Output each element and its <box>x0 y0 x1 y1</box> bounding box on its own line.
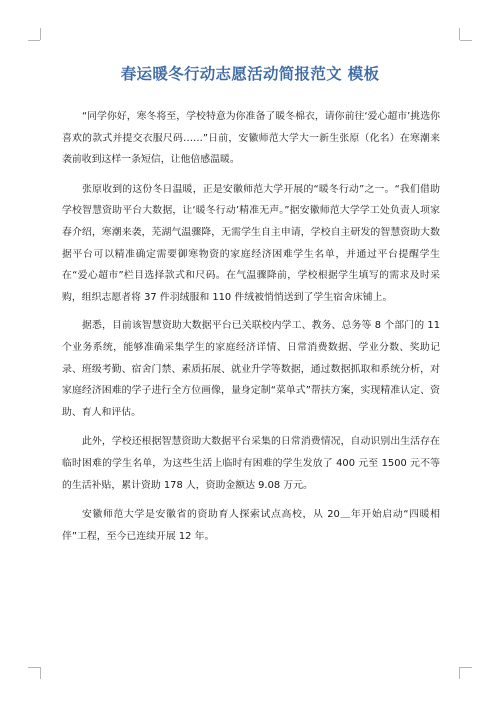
body-paragraph: “同学你好，寒冬将至，学校特意为你准备了暖冬棉衣，请你前往‘爱心超市’挑选你喜欢的款式并提交衣服尺码……”日前，安徽师范大学大一新生张原（化名）在寒潮来袭前收到这样一条短信，让他倍感温暖。 <box>62 111 440 166</box>
crop-mark-bottom-right <box>460 667 472 668</box>
crop-mark-bottom-right <box>459 667 460 679</box>
crop-mark-top-right <box>459 28 460 40</box>
body-paragraph: 据悉，目前该智慧资助大数据平台已关联校内学工、教务、总务等 8 个部门的 11 个业务系统，能够准确采集学生的家庭经济详情、日常消费数据、学业分数、奖助记录、班级考勤、宿舍门禁、素质拓展、就业升学等数据，通过数据抓取和系统分析，对家庭经济困难的学子进行全方位画像，量身定制“菜单式”帮扶方案，实现精准认定、资助、育人和评估。 <box>62 320 440 418</box>
crop-mark-top-left <box>40 28 41 40</box>
body-paragraph: 此外，学校还根据智慧资助大数据平台采集的日常消费情况，自动识别出生活存在临时困难的学生名单，为这些生活上临时有困难的学生发放了 400 元至 1500 元不等的生活补贴，累计资助 178 人，资助金额达 9.08 万元。 <box>62 436 440 491</box>
crop-mark-top-left <box>28 40 40 41</box>
body-paragraph: 张原收到的这份冬日温暖，正是安徽师范大学开展的“暖冬行动”之一。“我们借助学校智慧资助平台大数据，让‘暖冬行动’精准无声。”据安徽师范大学学工处负责人项家春介绍，寒潮来袭，芜湖气温骤降，无需学生自主申请，学校自主研发的智慧资助大数据平台可以精准确定需要御寒物资的家庭经济困难学生名单，并通过平台提醒学生在“爱心超市”栏目选择款式和尺码。在气温骤降前，学校根据学生填写的需求及时采购，组织志愿者将 37 件羽绒服和 110 件绒被悄悄送到了学生宿舍床铺上。 <box>62 183 440 303</box>
crop-mark-bottom-left <box>28 667 40 668</box>
document-body <box>62 106 440 555</box>
document-title: 春运暖冬行动志愿活动简报范文 模板 <box>120 65 380 83</box>
crop-mark-bottom-left <box>40 667 41 679</box>
body-paragraph: 安徽师范大学是安徽省的资助育人探索试点高校，从 20＿年开始启动“四暖相伴”工程，至今已连续开展 12 年。 <box>62 509 440 542</box>
crop-mark-top-right <box>460 40 472 41</box>
